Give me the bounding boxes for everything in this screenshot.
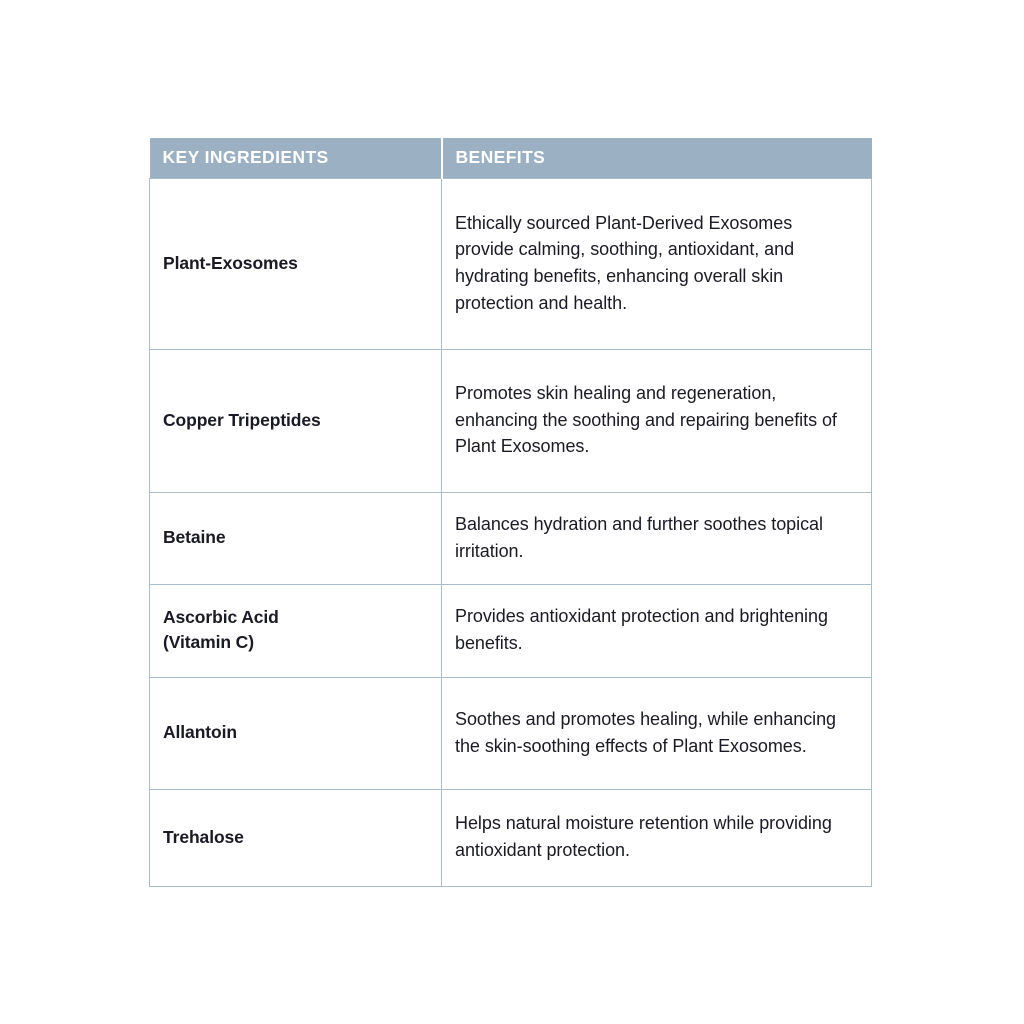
ingredient-benefit-cell: Soothes and promotes healing, while enhancing the skin-soothing effects of Plant Exosomes. bbox=[442, 678, 872, 790]
table-row bbox=[150, 678, 872, 790]
ingredient-name-line-1: Ascorbic Acid bbox=[163, 607, 279, 628]
ingredient-name-cell bbox=[150, 585, 442, 678]
table-body bbox=[150, 179, 872, 887]
ingredient-name-cell: Copper Tripeptides bbox=[150, 350, 442, 493]
table-row bbox=[150, 493, 872, 585]
ingredient-benefit-cell: Balances hydration and further soothes topical irritation. bbox=[442, 493, 872, 585]
table-row bbox=[150, 790, 872, 887]
ingredient-benefit-cell: Provides antioxidant protection and brightening benefits. bbox=[442, 585, 872, 678]
table-header bbox=[150, 138, 872, 179]
table-row bbox=[150, 179, 872, 350]
ingredient-name-line-2: (Vitamin C) bbox=[163, 632, 254, 652]
table-header-row bbox=[150, 138, 872, 179]
table-row bbox=[150, 350, 872, 493]
ingredient-benefit-cell: Helps natural moisture retention while providing antioxidant protection. bbox=[442, 790, 872, 887]
key-ingredients-table bbox=[149, 138, 872, 887]
ingredient-benefit-cell: Ethically sourced Plant-Derived Exosomes provide calming, soothing, antioxidant, and hydrating benefits, enhancing overall skin protection and health. bbox=[442, 179, 872, 350]
ingredient-name-cell: Betaine bbox=[150, 493, 442, 585]
ingredient-name-cell: Plant-Exosomes bbox=[150, 179, 442, 350]
table-row bbox=[150, 585, 872, 678]
column-header-key-ingredients: KEY INGREDIENTS bbox=[150, 138, 442, 179]
column-header-benefits: BENEFITS bbox=[442, 138, 872, 179]
ingredient-benefit-cell: Promotes skin healing and regeneration, enhancing the soothing and repairing benefits of Plant Exosomes. bbox=[442, 350, 872, 493]
ingredient-name-cell: Allantoin bbox=[150, 678, 442, 790]
ingredient-name-cell: Trehalose bbox=[150, 790, 442, 887]
